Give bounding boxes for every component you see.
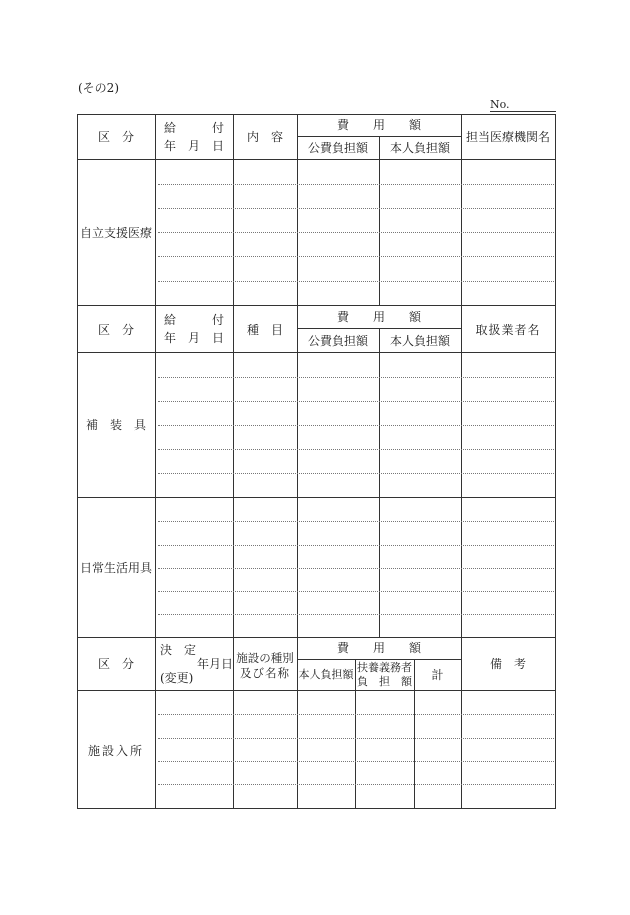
header3-shisetsu-shubetsu: 施設の種別	[236, 651, 294, 665]
header-kubun: 区 分	[97, 130, 134, 144]
row-label-nichijo-seikatsu-yogu: 日常生活用具	[79, 561, 152, 575]
header2-honnin-futan: 本人負担額	[389, 334, 450, 348]
document-number-label: No.	[490, 98, 510, 111]
row-label-jiritsu-shien-iryo: 自立支援医療	[79, 226, 152, 240]
header3-henko: (変更)	[160, 671, 194, 685]
header2-kyufu-top: 給 付	[163, 313, 224, 327]
header-kohi-futan: 公費負担額	[307, 141, 368, 155]
header3-kei: 計	[431, 668, 444, 682]
row-label-hosogu: 補 装 具	[85, 418, 146, 432]
header3-fuyo-gimusha: 扶養義務者	[357, 661, 412, 674]
header-hiyo: 費 用 額	[336, 118, 421, 132]
header3-oyobi-meisho: 及び名称	[240, 666, 290, 680]
header3-honnin-futan: 本人負担額	[298, 668, 354, 681]
header2-kohi-futan: 公費負担額	[307, 334, 368, 348]
header-kyufu-top: 給 付	[163, 121, 224, 135]
header3-nengappi: 年月日	[197, 657, 234, 671]
header-kyufu-bottom: 年 月 日	[163, 139, 224, 153]
row-label-shisetsu-nyusho: 施設入所	[87, 744, 144, 758]
header2-kubun: 区 分	[97, 323, 134, 337]
header3-hiyo: 費 用 額	[336, 641, 421, 655]
header3-biko: 備 考	[489, 657, 526, 671]
header2-kyufu-bottom: 年 月 日	[163, 331, 224, 345]
document-number-field[interactable]	[490, 111, 556, 112]
header-honnin-futan: 本人負担額	[389, 141, 450, 155]
header-naiyo: 内 容	[246, 130, 283, 144]
header2-toriatsukai-gyosha: 取扱業者名	[475, 323, 541, 337]
header2-shumoku: 種 目	[246, 323, 283, 337]
header2-hiyo: 費 用 額	[336, 310, 421, 324]
header3-kettei: 決 定	[160, 643, 197, 657]
header3-futan-gaku: 負 担 額	[357, 675, 412, 688]
header3-kubun: 区 分	[97, 657, 134, 671]
form-page-label: (その2)	[78, 81, 119, 95]
header-tanto-iryo-kikan: 担当医療機関名	[465, 130, 550, 144]
